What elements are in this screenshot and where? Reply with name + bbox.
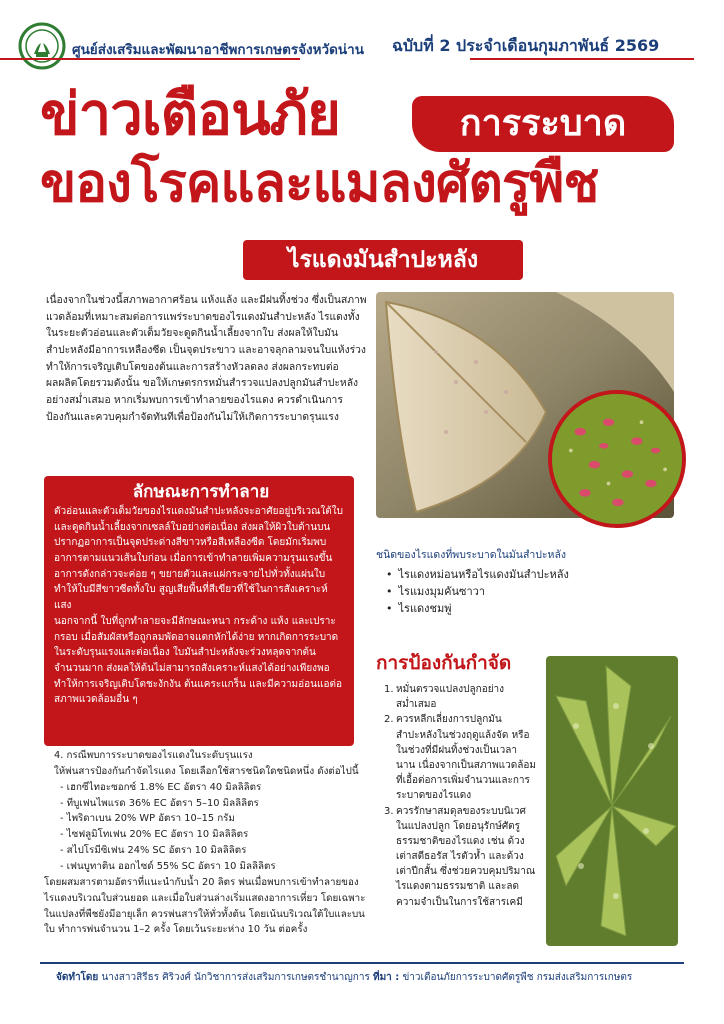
chemical-intro: ให้พ่นสารป้องกันกำจัดไรแดง โดยเลือกใช้สารชนิดใดชนิดหนึ่ง ดังต่อไปนี้ xyxy=(54,765,359,777)
mite-types-label: ชนิดของไรแดงที่พบระบาดในมันสำปะหลัง xyxy=(376,549,567,561)
intro-paragraph: เนื่องจากในช่วงนี้สภาพอากาศร้อน แห้งแล้ง และมีฝนทิ้งช่วง ซึ่งเป็นสภาพแวดล้อมที่เหมาะสมต่อการแพร่ระบาดของไรแดงมันสำปะหลัง ไรแดงทั้งในระยะตัวอ่อนและตัวเต็มวัยจะดูดกินน้ำเลี้ยงจากใบ ส่งผลให้ใบมันสำปะหลังมีอาการเหลืองซีด เป็นจุดประขาว และอาจลุกลามจนใบแห้งร่วง ทำให้การเจริญเติบโตของต้นและการสร้างหัวลดลง ส่งผลกระทบต่อผลผลิตโดยรวมดังนั้น ขอให้เกษตรกรหมั่นสำรวจแปลงปลูกมันสำปะหลังอย่างสม่ำเสมอ หากเริ่มพบการเข้าทำลายของไรแดง ควรดำเนินการป้องกันและควบคุมกำจัดทันทีเพื่อป้องกันไม่ให้เกิดการระบาดรุนแรง xyxy=(46,294,367,423)
chemical-control xyxy=(44,748,366,938)
damage-paragraph-1: ตัวอ่อนและตัวเต็มวัยของไรแดงมันสำปะหลังจะอาศัยอยู่บริเวณใต้ใบและดูดกินน้ำเลี้ยงจากเซลล์ใบอย่างต่อเนื่อง ส่งผลให้ผิวใบด้านบนปรากฏอาการเป็นจุดประด่างสีขาวหรือสีเหลืองซีด โดยมักเริ่มพบอาการตามแนวเส้นใบก่อน เมื่อการเข้าทำลายเพิ่มความรุนแรงขึ้น อาการดังกล่าวจะค่อย ๆ ขยายตัวและแผ่กระจายไปทั่วทั้งแผ่นใบ ทำให้ใบมีสีขาวซีดทั้งใบ สูญเสียพื้นที่สีเขียวที่ใช้ในการสังเคราะห์แสง xyxy=(54,506,343,612)
chemical-lead: 4. กรณีพบการระบาดของไรแดงในระดับรุนแรง xyxy=(54,750,253,761)
agency-name: ศูนย์ส่งเสริมและพัฒนาอาชีพการเกษตรจังหวัดน่าน xyxy=(72,42,364,58)
source-text: ข่าวเตือนภัยการระบาดศัตรูพืช กรมส่งเสริมการเกษตร xyxy=(399,972,633,983)
mite-types-list xyxy=(386,566,666,617)
damage-paragraph-2: นอกจากนี้ ใบที่ถูกทำลายจะมีลักษณะหนา กระด้าง แห้ง และเปราะกรอบ เมื่อสัมผัสหรือถูกลมพัดอาจแตกหักได้ง่าย หากเกิดการระบาดในระดับรุนแรงและต่อเนื่อง ใบมันสำปะหลังจะร่วงหลุดจากต้นจำนวนมาก ส่งผลให้ต้นไม่สามารถสังเคราะห์แสงได้อย่างเพียงพอ ทำให้การเจริญเติบโตชะงักงัน ต้นแคระแกร็น และมีความอ่อนแอต่อสภาพแวดล้อมอื่น ๆ xyxy=(54,615,342,706)
title-line-2: ของโรคและแมลงศัตรูพืช xyxy=(40,153,599,214)
list-item: 2. ควรหลีกเลี่ยงการปลูกมันสำปะหลังในช่วงฤดูแล้งจัด หรือในช่วงที่มีฝนทิ้งช่วงเป็นเวลานาน เนื่องจากเป็นสภาพแวดล้อมที่เอื้อต่อการเพิ่มจำนวนและการระบาดของไรแดง xyxy=(384,714,536,802)
prevention-heading: การป้องกันกำจัด xyxy=(376,652,512,674)
list-item: - เฟนบูทาติน ออกไซด์ 55% SC อัตรา 10 มิลลิลิตร xyxy=(60,859,366,875)
footer-credit xyxy=(56,970,676,985)
chemical-list xyxy=(44,780,366,875)
chemical-instructions: โดยผสมสารตามอัตราที่แนะนำกับน้ำ 20 ลิตร พ่นเมื่อพบการเข้าทำลายของไรแดงบริเวณใบส่วนยอด และเมื่อใบส่วนล่างเริ่มแสดงอาการเหี่ยว โดยเฉพาะในแปลงที่พืชยังมีอายุเล็ก ควรพ่นสารให้ทั่วทั้งต้น โดยเน้นบริเวณใต้ใบและบนใบ ทำการพ่นจำนวน 1–2 ครั้ง โดยเว้นระยะห่าง 10 วัน ต่อครั้ง xyxy=(44,876,366,936)
topic-banner: ไรแดงมันสำปะหลัง xyxy=(243,240,523,280)
header-rule-right xyxy=(470,58,694,60)
header-rule-left xyxy=(0,58,300,60)
source-label: ที่มา : xyxy=(373,972,400,983)
damage-text xyxy=(54,504,344,708)
list-item: - ไซฟลูมิโทเฟน 20% EC อัตรา 10 มิลลิลิตร xyxy=(60,827,366,843)
mite-closeup-photo xyxy=(548,390,686,528)
list-item: 3. ควรรักษาสมดุลของระบบนิเวศในแปลงปลูก โดยอนุรักษ์ศัตรูธรรมชาติของไรแดง เช่น ด้วงเต่าสตีธอรัส ไรตัวห้ำ และด้วงเต่าปีกสั้น ซึ่งช่วยควบคุมปริมาณไรแดงตามธรรมชาติ และลดความจำเป็นในการใช้สารเคมี xyxy=(384,805,536,908)
list-item: - ไพริดาเบน 20% WP อัตรา 10–15 กรัม xyxy=(60,811,366,827)
prevention-list xyxy=(384,682,536,910)
list-item: • ไรแดงชมพู่ xyxy=(386,600,666,617)
list-item: - เฮกซีไทอะซอกซ์ 1.8% EC อัตรา 40 มิลลิลิตร xyxy=(60,780,366,796)
cassava-leaf-photo xyxy=(546,656,678,946)
prepared-label: จัดทำโดย xyxy=(56,972,99,983)
list-item: 1. หมั่นตรวจแปลงปลูกอย่างสม่ำเสมอ xyxy=(384,684,505,711)
damage-heading: ลักษณะการทำลาย xyxy=(132,482,270,502)
title-line-1: ข่าวเตือนภัย xyxy=(40,80,340,148)
issue-number: ฉบับที่ 2 ประจำเดือนกุมภาพันธ์ 2569 xyxy=(392,36,660,55)
prepared-by: นางสาวสิรีธร ศิริวงศ์ นักวิชาการส่งเสริมการเกษตรชำนาญการ xyxy=(98,972,373,983)
list-item: • ไรแดงหม่อนหรือไรแดงมันสำปะหลัง xyxy=(386,566,666,583)
list-item: - ทีบูเฟนไพแรด 36% EC อัตรา 5–10 มิลลิลิตร xyxy=(60,796,366,812)
list-item: • ไรแมงมุมคันซาวา xyxy=(386,583,666,600)
title-pill: การระบาด xyxy=(412,96,674,152)
agency-seal-icon xyxy=(18,22,66,70)
footer-rule xyxy=(40,962,684,964)
list-item: - สไปโรมีซิเฟน 24% SC อัตรา 10 มิลลิลิตร xyxy=(60,843,366,859)
